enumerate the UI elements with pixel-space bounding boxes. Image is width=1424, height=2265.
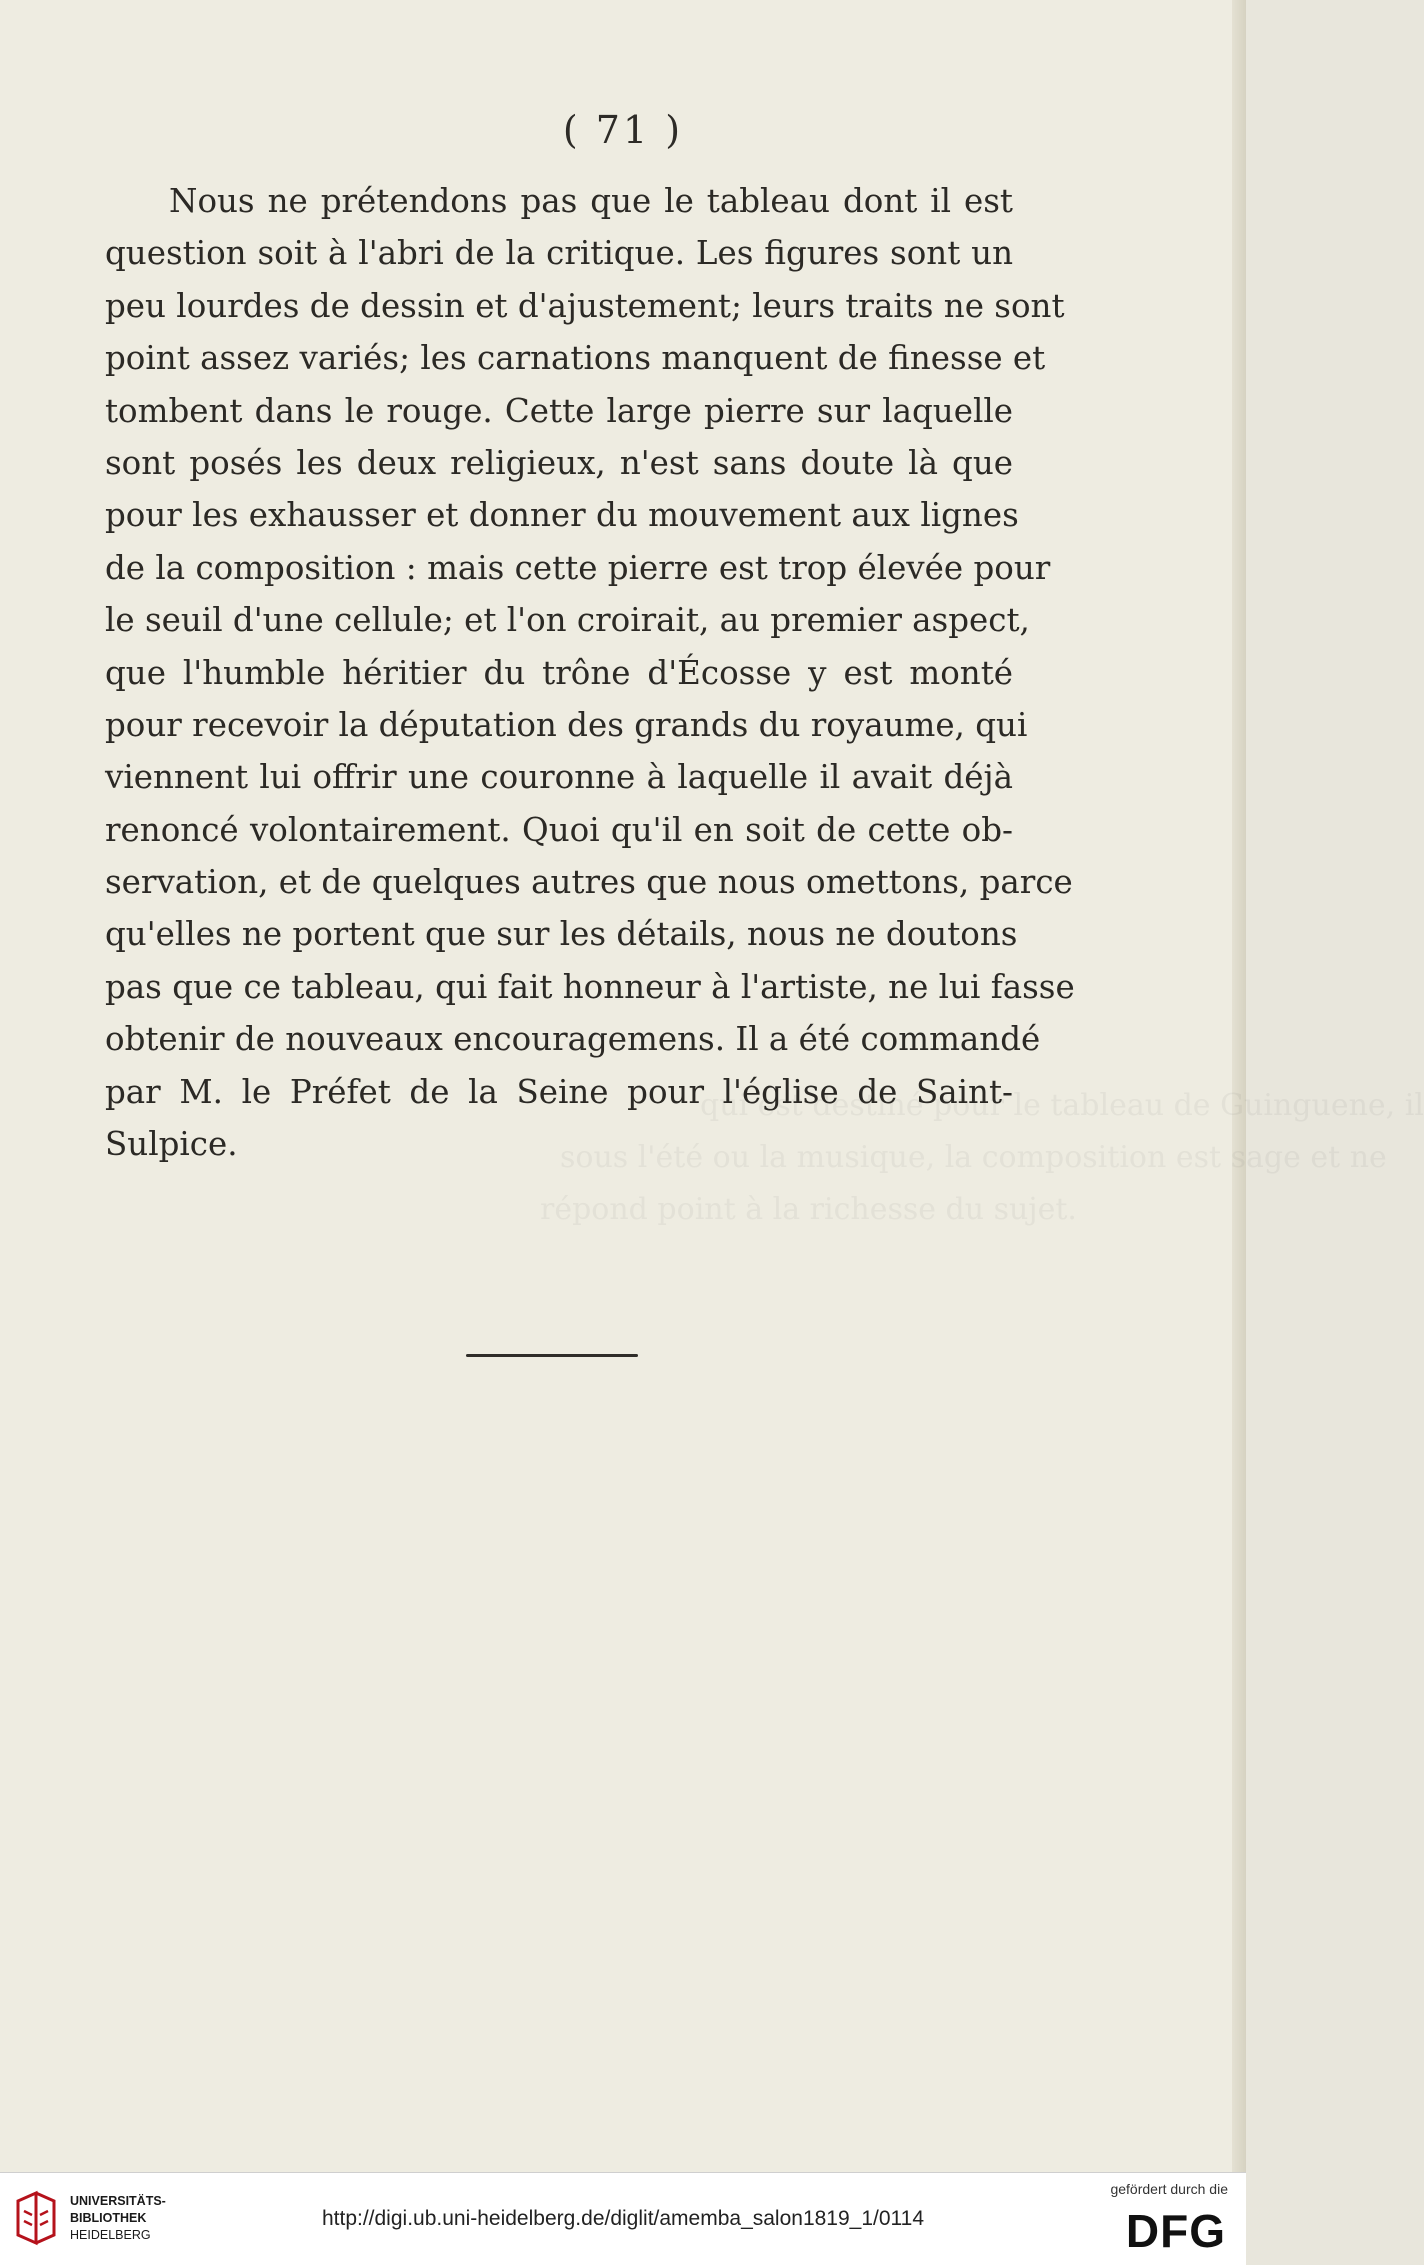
text-line: viennent lui offrir une couronne à laquelle il avait déjà: [105, 758, 1013, 797]
bleed-through-text: sous l'été ou la musique, la composition est sage et ne: [560, 1140, 1387, 1175]
text-line: que l'humble héritier du trône d'Écosse y est monté: [105, 653, 1013, 692]
library-name-line: HEIDELBERG: [70, 2228, 151, 2242]
text-line: pour recevoir la députation des grands du royaume, qui: [105, 705, 1028, 744]
page-number: ( 71 ): [562, 108, 684, 152]
text-line: obtenir de nouveaux encouragemens. Il a été commandé: [105, 1020, 1041, 1059]
funding-note: gefördert durch die: [1110, 2181, 1228, 2197]
text-line: pas que ce tableau, qui fait honneur à l'artiste, ne lui fasse: [105, 967, 1075, 1006]
text-line: peu lourdes de dessin et d'ajustement; leurs traits ne sont: [105, 286, 1065, 325]
text-line: point assez variés; les carnations manquent de finesse et: [105, 339, 1046, 378]
text-line: le seuil d'une cellule; et l'on croirait, au premier aspect,: [105, 601, 1030, 640]
library-name-line: UNIVERSITÄTS-: [70, 2194, 166, 2208]
text-line: qu'elles ne portent que sur les détails, nous ne doutons: [105, 915, 1018, 954]
text-line: pour les exhausser et donner du mouvement aux lignes: [105, 496, 1019, 535]
bleed-through-text: qui est destiné pour le tableau de Guinguene, il: [700, 1088, 1424, 1123]
bleed-through-text: répond point à la richesse du sujet.: [540, 1192, 1077, 1227]
text-line: Sulpice.: [105, 1125, 238, 1164]
text-line: question soit à l'abri de la critique. Les figures sont un: [105, 234, 1013, 273]
section-divider: [466, 1354, 638, 1357]
text-line: tombent dans le rouge. Cette large pierre sur laquelle: [105, 391, 1013, 430]
text-line: Nous ne prétendons pas que le tableau dont il est: [169, 182, 1013, 220]
text-line: servation, et de quelques autres que nous omettons, parce: [105, 863, 1073, 902]
digitization-footer: [0, 2172, 1246, 2265]
text-line: par M. le Préfet de la Seine pour l'église de Saint-: [105, 1072, 1013, 1111]
text-line: sont posés les deux religieux, n'est sans doute là que: [105, 443, 1013, 482]
dfg-logo[interactable]: DFG: [1125, 2205, 1226, 2257]
text-line: renoncé volontairement. Quoi qu'il en soit de cette ob-: [105, 810, 1013, 849]
text-line: de la composition : mais cette pierre est trop élevée pour: [105, 548, 1051, 587]
permalink-url[interactable]: http://digi.ub.uni-heidelberg.de/diglit/amemba_salon1819_1/0114: [321, 2207, 925, 2230]
library-name-line: BIBLIOTHEK: [70, 2211, 147, 2225]
